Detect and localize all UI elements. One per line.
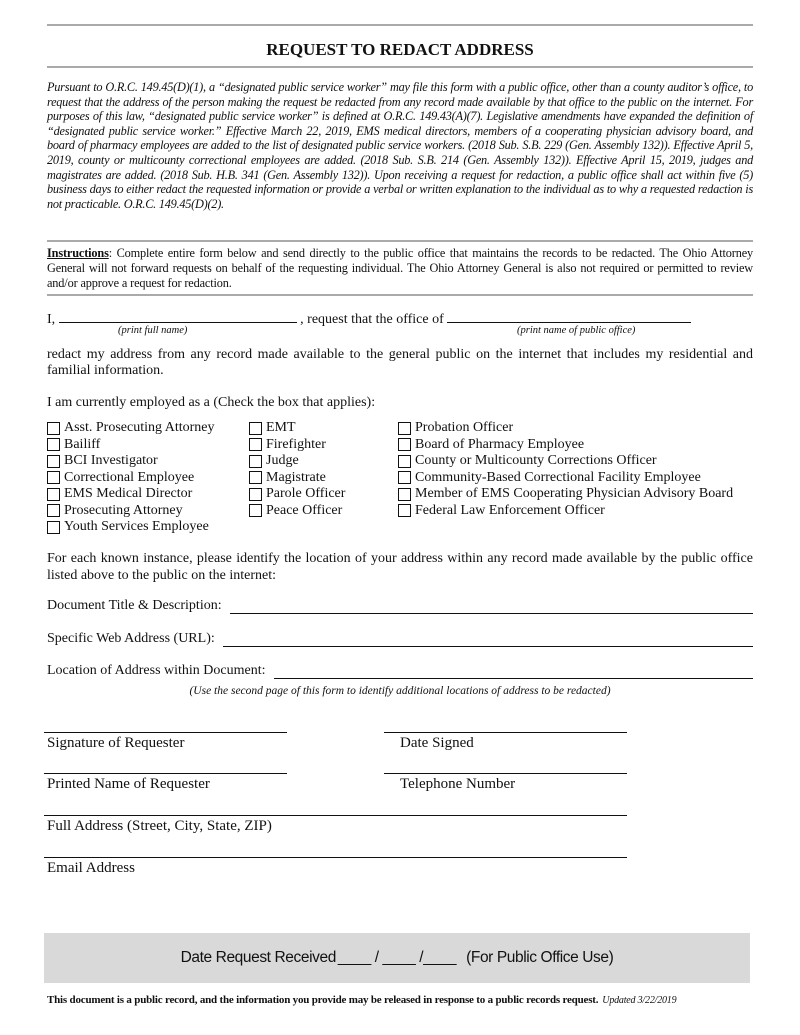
checkbox[interactable] <box>249 438 262 451</box>
employment-checkbox-row[interactable] <box>398 470 701 486</box>
url-label: Specific Web Address (URL): <box>47 631 215 646</box>
checkbox-label: Correctional Employee <box>64 469 195 485</box>
checkbox-label: Probation Officer <box>415 420 514 435</box>
checkbox[interactable] <box>249 422 262 435</box>
checkbox[interactable] <box>249 455 262 468</box>
instance-prompt: For each known instance, please identify the location of your address within any record made available by the public office listed above to the public on the internet: <box>47 551 753 583</box>
full-name-hint: (print full name) <box>118 325 188 336</box>
second-page-note: (Use the second page of this form to identify additional locations of address to be redacted) <box>189 685 611 697</box>
employment-checkbox-row[interactable] <box>398 503 605 519</box>
checkbox[interactable] <box>249 504 262 517</box>
checkbox-label: EMS Medical Director <box>64 486 193 501</box>
checkbox[interactable] <box>47 521 60 534</box>
checkbox-label: EMT <box>266 420 296 435</box>
printed-name-label: Printed Name of Requester <box>47 776 210 792</box>
location-label: Location of Address within Document: <box>47 663 266 678</box>
telephone-field[interactable] <box>384 773 627 774</box>
checkbox-label: Peace Officer <box>266 502 343 518</box>
checkbox[interactable] <box>398 455 411 468</box>
employment-checkbox-row[interactable] <box>249 470 326 486</box>
signature-label: Signature of Requester <box>47 735 185 751</box>
checkbox-label: Asst. Prosecuting Attorney <box>64 420 215 435</box>
document-title-field[interactable] <box>230 601 753 614</box>
location-row <box>47 663 753 679</box>
office-use-box <box>44 933 750 983</box>
email-label: Email Address <box>47 860 135 876</box>
employment-checkbox-row[interactable] <box>47 519 209 535</box>
intro-paragraph: Pursuant to O.R.C. 149.45(D)(1), a “designated public service worker” may file this form with a public office, other than a county auditor’s office, to request that the address of the person making the request be redacted from any record made available by that office to the public on the internet. For purposes of this law, “designated public service worker” is defined at O.R.C. 149.43(A)(7). Legislative amendments have expanded the definition of “designated public service worker.” Effective March 22, 2019, EMS medical directors, members of a cooperating physician advisory board, and board of pharmacy employees are added to the list of designated public service workers. (2018 Sub. S.B. 229 (Gen. Assembly 132)). Effective April 5, 2019, county or multicounty correctional employees are added. (2018 Sub. S.B. 214 (Gen. Assembly 132)). Effective April 15, 2019, judges and magistrates are added. (2018 Sub. H.B. 341 (Gen. Assembly 132)). Upon receiving a request for redaction, a public office shall act within five (5) business days to either redact the requested information or provide a verbal or written explanation to the individual as to why a requested redaction is not practicable. O.R.C. 149.45(D)(2). <box>47 80 753 211</box>
employment-checkbox-row[interactable] <box>249 437 326 453</box>
document-title-row <box>47 598 753 614</box>
checkbox[interactable] <box>249 488 262 501</box>
checkbox-label: Bailiff <box>64 436 101 452</box>
checkbox[interactable] <box>398 422 411 435</box>
checkbox[interactable] <box>47 455 60 468</box>
checkbox-label: Prosecuting Attorney <box>64 502 183 518</box>
full-address-label: Full Address (Street, City, State, ZIP) <box>47 818 272 834</box>
employment-checkbox-row[interactable] <box>47 453 158 469</box>
employment-checkbox-row[interactable] <box>47 503 183 519</box>
checkbox[interactable] <box>398 488 411 501</box>
request-middle: , request that the office of <box>300 312 444 327</box>
date-signed-field[interactable] <box>384 732 627 733</box>
employment-checkbox-row[interactable] <box>398 437 584 453</box>
checkbox-label: Board of Pharmacy Employee <box>415 436 585 452</box>
email-field[interactable] <box>44 857 627 858</box>
employment-checkbox-row[interactable] <box>249 453 299 469</box>
date-received-label: Date Request Received <box>180 949 336 966</box>
divider <box>47 66 753 68</box>
employment-checkbox-row[interactable] <box>47 420 215 436</box>
telephone-label: Telephone Number <box>400 776 516 792</box>
employment-checkbox-row[interactable] <box>249 503 342 519</box>
employment-checkbox-row[interactable] <box>47 470 194 486</box>
url-field[interactable] <box>223 634 753 647</box>
checkbox-label: Federal Law Enforcement Officer <box>415 502 605 518</box>
checkbox[interactable] <box>398 471 411 484</box>
full-name-field[interactable] <box>59 308 297 323</box>
checkbox-label: Firefighter <box>266 436 326 452</box>
instructions <box>47 246 753 290</box>
checkbox[interactable] <box>47 471 60 484</box>
checkbox-label: Community-Based Correctional Facility Employee <box>415 469 701 485</box>
checkbox-label: Magistrate <box>266 469 326 485</box>
request-body: redact my address from any record made available to the general public on the internet that includes my residential and familial information. <box>47 347 753 378</box>
checkbox-label: Parole Officer <box>266 486 346 501</box>
date-signed-label: Date Signed <box>400 735 474 751</box>
request-prefix: I, <box>47 312 56 327</box>
employment-prompt: I am currently employed as a (Check the box that applies): <box>47 395 376 410</box>
divider <box>47 240 753 242</box>
instructions-text: : Complete entire form below and send directly to the public office that maintains the records to be redacted. The Ohio Attorney General will not forward requests on behalf of the requesting individual. The Ohio Attorney General is also not required or permitted to review and/or approve a request for redaction. <box>47 246 753 290</box>
public-office-field[interactable] <box>447 308 691 323</box>
url-row <box>47 631 753 647</box>
location-field[interactable] <box>274 666 753 679</box>
checkbox-label: Youth Services Employee <box>64 519 209 534</box>
divider <box>47 294 753 296</box>
checkbox-label: Judge <box>266 453 299 468</box>
employment-checkbox-row[interactable] <box>249 486 345 502</box>
date-received-blanks[interactable]: ____ / ____ /____ <box>337 949 457 966</box>
employment-checkbox-row[interactable] <box>398 486 733 502</box>
checkbox[interactable] <box>47 504 60 517</box>
signature-field[interactable] <box>44 732 287 733</box>
checkbox[interactable] <box>47 422 60 435</box>
checkbox-label: BCI Investigator <box>64 453 158 468</box>
footer <box>47 994 753 1006</box>
instructions-label: Instructions <box>47 246 109 260</box>
checkbox[interactable] <box>398 438 411 451</box>
checkbox-label: Member of EMS Cooperating Physician Advisory Board <box>415 486 734 501</box>
printed-name-field[interactable] <box>44 773 287 774</box>
office-use-note: (For Public Office Use) <box>466 949 614 966</box>
employment-checkbox-row[interactable] <box>249 420 296 436</box>
checkbox[interactable] <box>47 438 60 451</box>
employment-checkbox-row[interactable] <box>47 437 100 453</box>
footer-text: This document is a public record, and the information you provide may be released in response to a public records request. <box>47 994 599 1006</box>
updated-date: Updated 3/22/2019 <box>602 995 677 1006</box>
checkbox[interactable] <box>249 471 262 484</box>
checkbox[interactable] <box>398 504 411 517</box>
page-title: REQUEST TO REDACT ADDRESS <box>266 40 534 59</box>
checkbox[interactable] <box>47 488 60 501</box>
employment-checkbox-row[interactable] <box>47 486 192 502</box>
employment-checkbox-row[interactable] <box>398 453 657 469</box>
divider <box>47 24 753 26</box>
checkbox-label: County or Multicounty Corrections Officer <box>415 453 657 468</box>
employment-checkbox-row[interactable] <box>398 420 513 436</box>
full-address-field[interactable] <box>44 815 627 816</box>
document-title-label: Document Title & Description: <box>47 598 222 613</box>
public-office-hint: (print name of public office) <box>517 325 636 336</box>
